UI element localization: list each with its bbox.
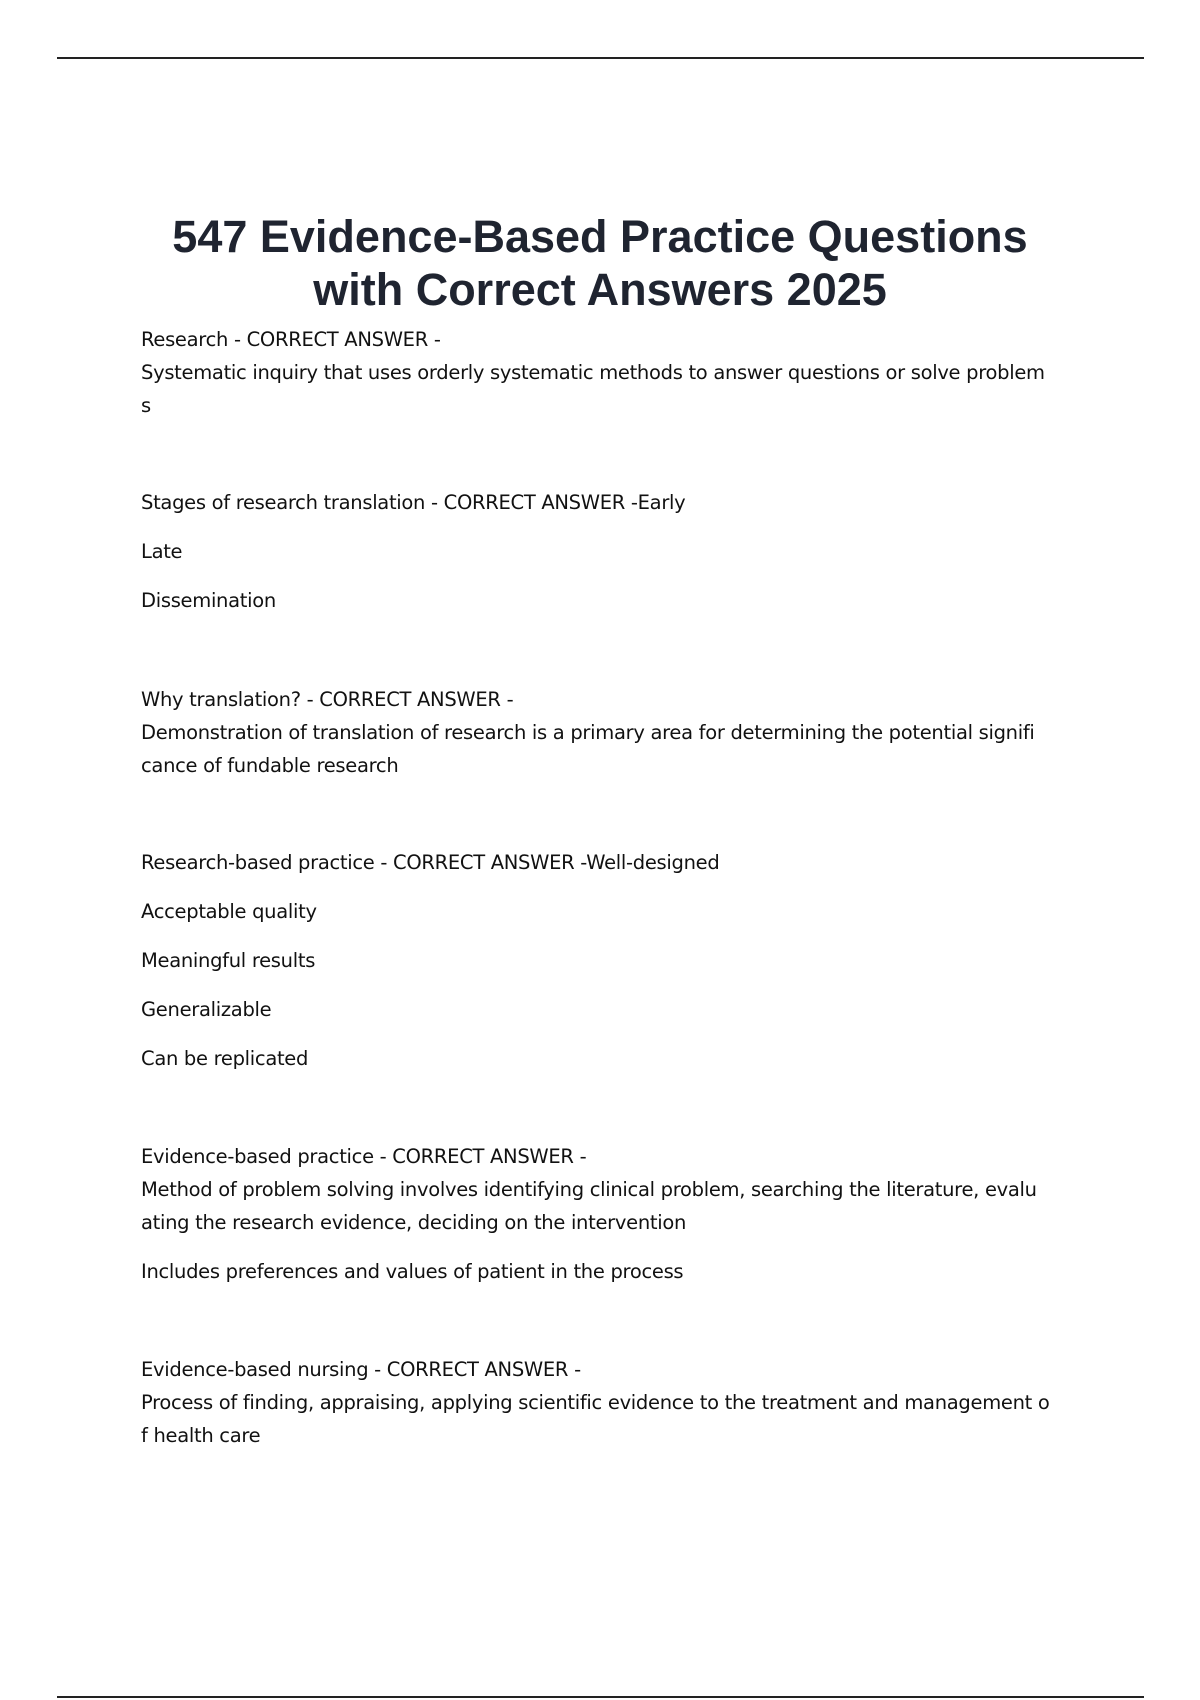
answer-line: Dissemination [141, 589, 276, 612]
answer-line: Late [141, 540, 183, 563]
qa-entry-evidence-based-nursing [141, 1353, 1071, 1452]
answer-line: Generalizable [141, 998, 272, 1021]
title-line-2: with Correct Answers 2025 [313, 264, 887, 315]
question-text: Research - CORRECT ANSWER - [141, 328, 441, 351]
answer-line: Can be replicated [141, 1047, 309, 1070]
qa-entry-research-based-practice [141, 846, 1071, 1075]
qa-entry-evidence-based-practice [141, 1140, 1071, 1288]
answer-line: Systematic inquiry that uses orderly systematic methods to answer questions or solve problem [141, 361, 1045, 384]
answer-line: f health care [141, 1424, 261, 1447]
answer-line: Acceptable quality [141, 900, 317, 923]
question-text: Evidence-based practice - CORRECT ANSWER - [141, 1145, 587, 1168]
question-text: Evidence-based nursing - CORRECT ANSWER - [141, 1358, 581, 1381]
question-text: Stages of research translation - CORRECT ANSWER -Early [141, 491, 686, 514]
answer-line: Process of finding, appraising, applying scientific evidence to the treatment and management o [141, 1391, 1050, 1414]
answer-line: Includes preferences and values of patient in the process [141, 1260, 684, 1283]
answer-line: Method of problem solving involves identifying clinical problem, searching the literature, evalu [141, 1178, 1037, 1201]
question-text: Why translation? - CORRECT ANSWER - [141, 688, 514, 711]
top-divider [57, 57, 1144, 59]
answer-line: s [141, 394, 151, 417]
question-text: Research-based practice - CORRECT ANSWER -Well-designed [141, 851, 720, 874]
answer-line: cance of fundable research [141, 754, 399, 777]
qa-entry-why-translation [141, 683, 1071, 782]
answer-line: Demonstration of translation of research is a primary area for determining the potential signifi [141, 721, 1035, 744]
qa-entry-stages [141, 486, 1071, 617]
qa-entry-research [141, 323, 1071, 422]
title-line-1: 547 Evidence-Based Practice Questions [172, 211, 1028, 262]
answer-line: ating the research evidence, deciding on the intervention [141, 1211, 687, 1234]
document-title [60, 210, 1140, 316]
answer-line: Meaningful results [141, 949, 316, 972]
bottom-divider [57, 1696, 1144, 1698]
